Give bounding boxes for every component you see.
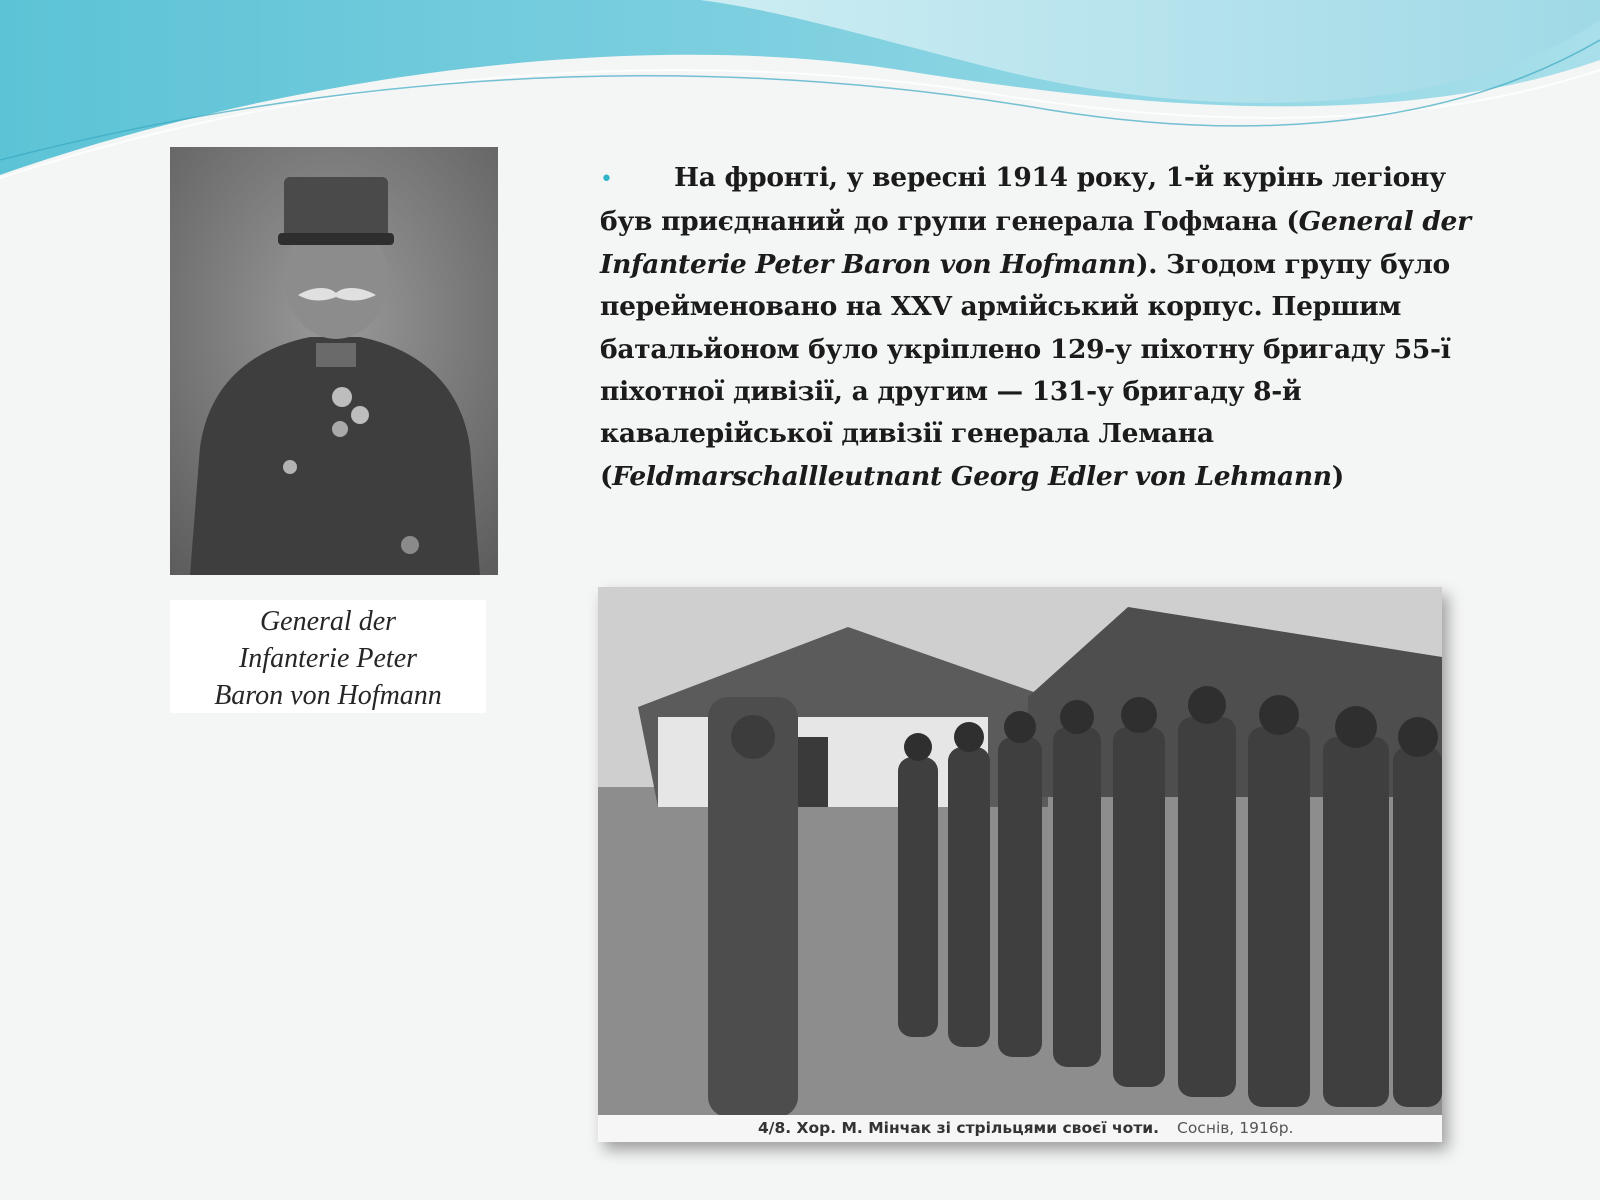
main-bullet-text [600,157,1490,498]
photo-illustration [598,587,1442,1115]
text-part-3: ). Згодом групу було перейменовано на XXV армійський корпус. Першим батальйоном було укріплено 129-у піхотну бригаду 55-ї піхотної дивізії, а другим — 131-у бригаду 8-й кавалерійської дивізії генерала Лемана ( [600,248,1451,492]
caption-line-1: General der [259,606,397,637]
photo-caption-bar [598,1115,1442,1142]
photo-caption-main: 4/8. Хор. М. Мінчак зі стрільцями своєї чоти. [758,1119,1160,1137]
soldiers-group-photo [598,587,1442,1142]
portrait-caption [170,600,486,713]
text-part-2-italic: General der Infanterie Peter Baron von Hofmann [600,206,1471,280]
portrait-illustration [170,147,498,575]
photo-caption-place: Соснів, 1916р. [1177,1119,1294,1137]
text-part-1: На фронті, у вересні 1914 року, 1-й курінь легіону був приєднаний до групи генерала Гофмана ( [600,162,1446,238]
bullet-icon: • [600,167,613,192]
text-part-5: ) [1331,460,1345,492]
caption-line-2: Infanterie Peter [238,643,418,674]
portrait-photo [170,147,498,575]
text-part-4-italic: Feldmarschallleutnant Georg Edler von Lehmann [612,460,1332,492]
caption-line-3: Baron von Hofmann [214,680,442,711]
